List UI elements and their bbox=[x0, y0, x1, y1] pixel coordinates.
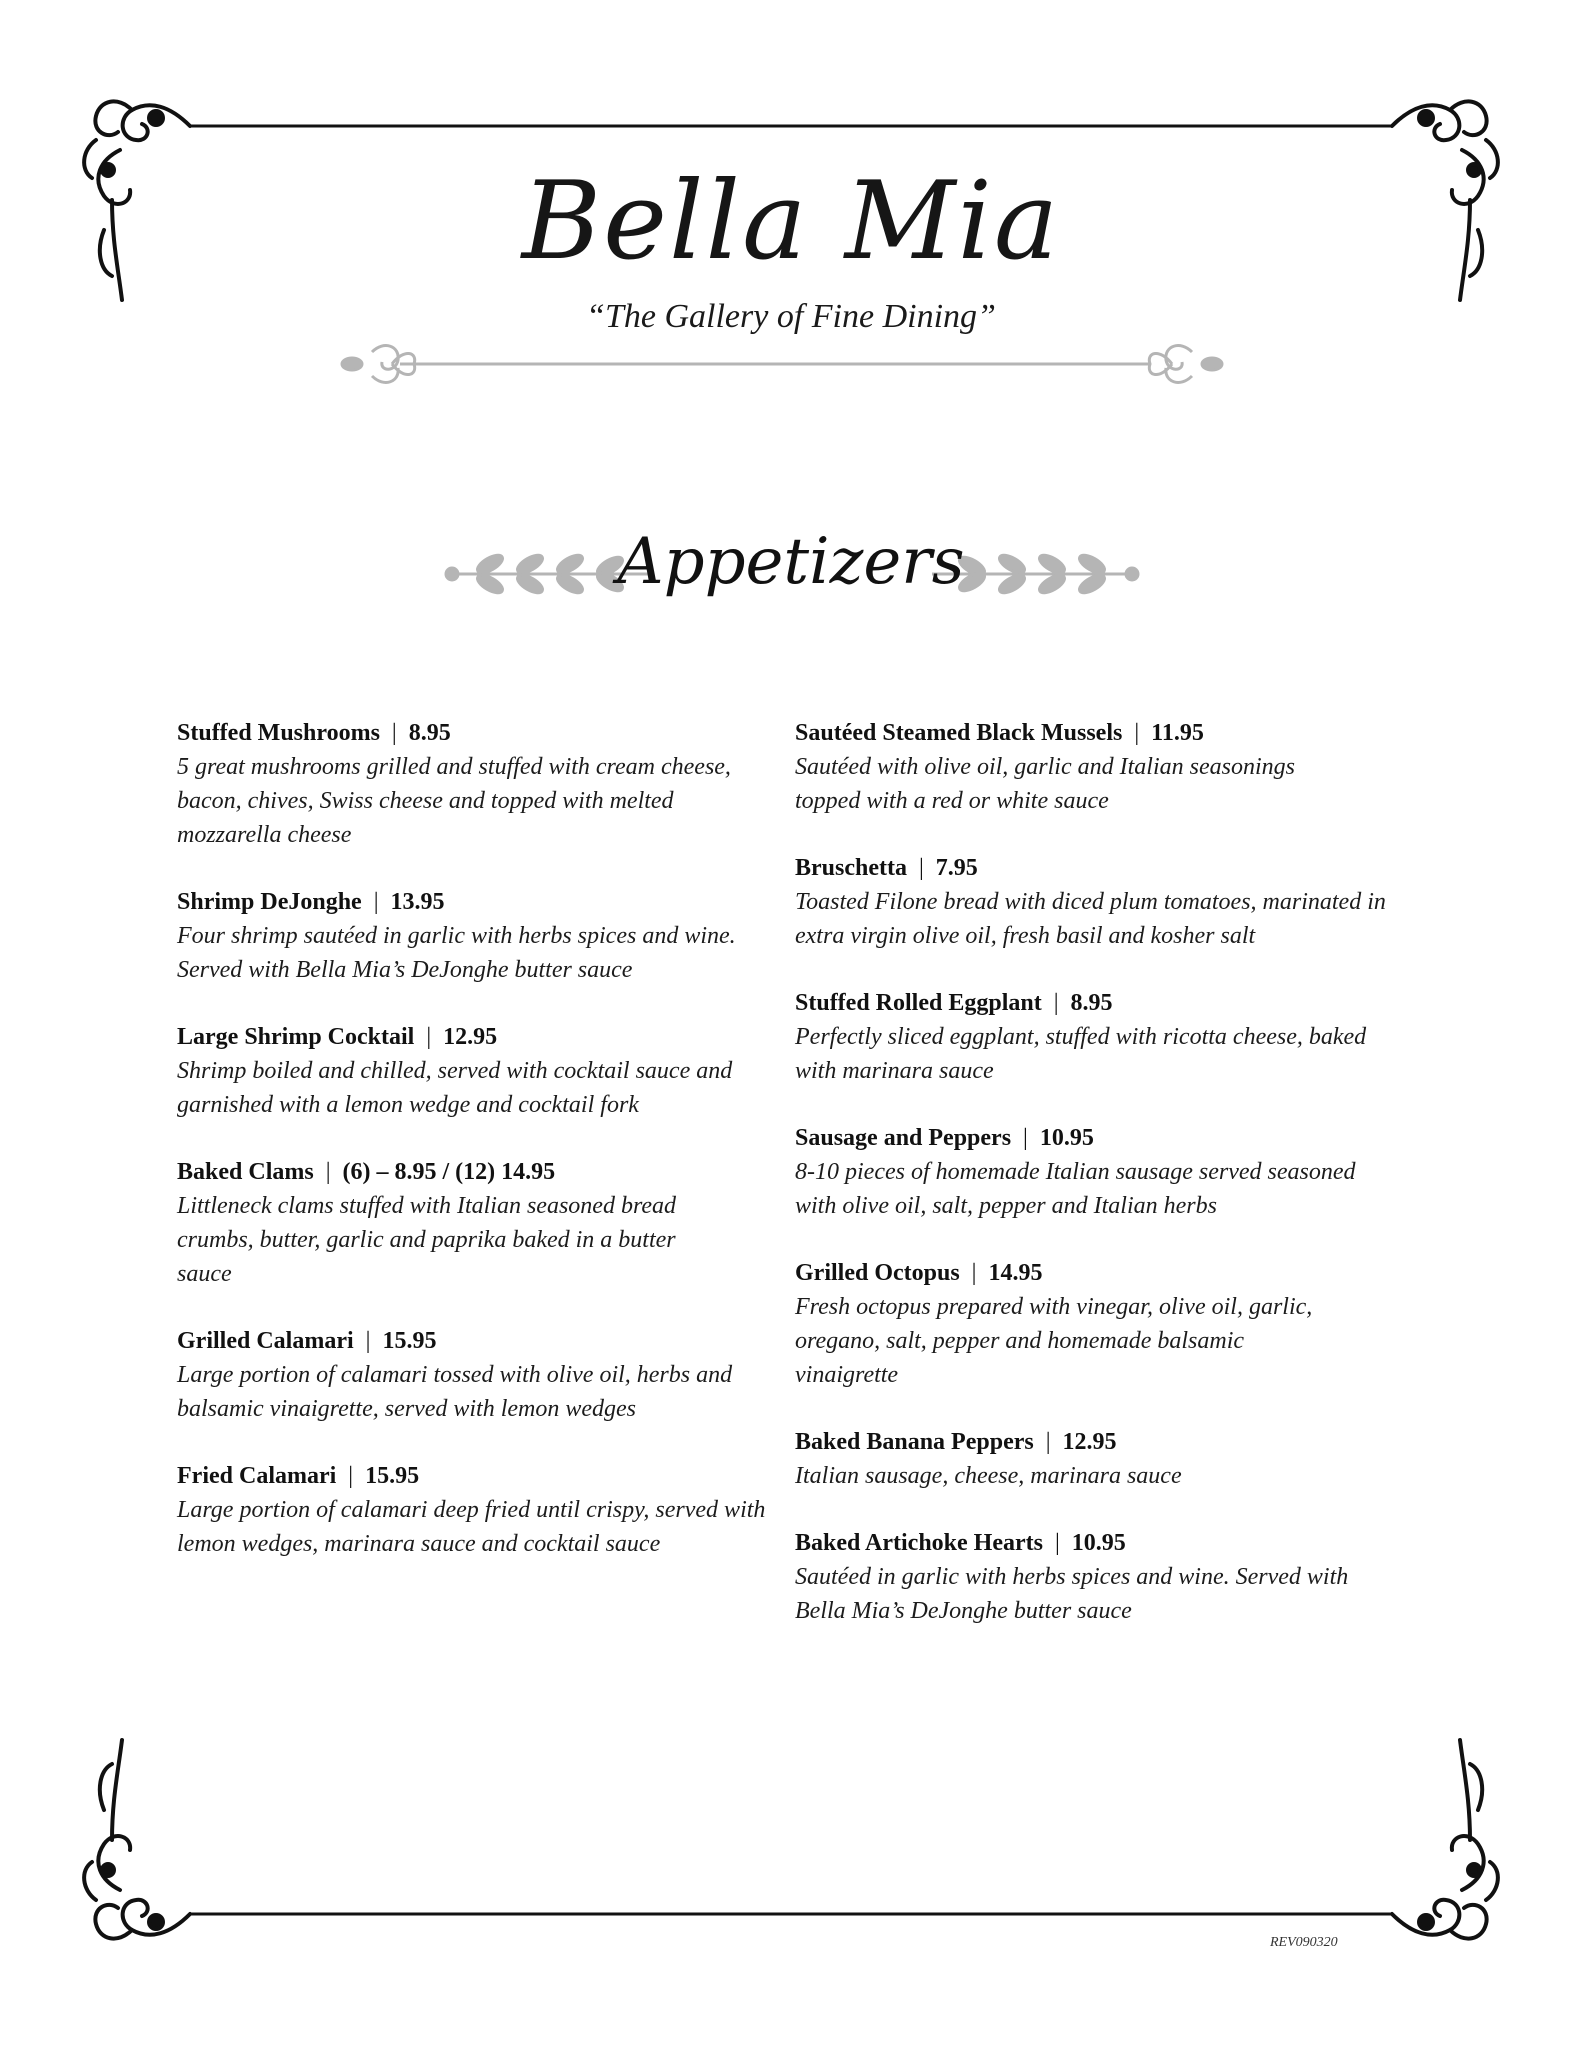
separator: | bbox=[348, 1463, 354, 1489]
item-name: Sausage and Peppers bbox=[795, 1125, 1012, 1151]
item-price: 12.95 bbox=[1062, 1429, 1117, 1455]
item-price: 15.95 bbox=[365, 1463, 420, 1489]
separator: | bbox=[1134, 720, 1140, 746]
separator: | bbox=[1054, 1530, 1060, 1556]
separator: | bbox=[1053, 990, 1059, 1016]
menu-item bbox=[795, 1425, 1395, 1493]
item-name: Bruschetta bbox=[795, 855, 907, 881]
section-title: Appetizers bbox=[617, 525, 965, 599]
item-price: 15.95 bbox=[382, 1328, 437, 1354]
menu-item bbox=[177, 885, 777, 987]
item-description: Sautéed with olive oil, garlic and Italian seasonings topped with a red or white sauce bbox=[795, 754, 1295, 814]
menu-item bbox=[795, 716, 1395, 818]
separator: | bbox=[1023, 1125, 1028, 1151]
menu-item bbox=[795, 851, 1395, 953]
item-name: Grilled Calamari bbox=[177, 1328, 354, 1354]
menu-item bbox=[795, 1121, 1395, 1223]
item-name: Baked Banana Peppers bbox=[795, 1429, 1034, 1455]
item-description: Littleneck clams stuffed with Italian seasoned bread crumbs, butter, garlic and paprika baked in a butter sauce bbox=[177, 1193, 677, 1287]
item-description: 5 great mushrooms grilled and stuffed with cream cheese, bacon, chives, Swiss cheese and topped with melted mozzarella cheese bbox=[177, 754, 731, 848]
menu-item bbox=[795, 986, 1395, 1088]
separator: | bbox=[373, 889, 379, 915]
item-description: Toasted Filone bread with diced plum tomatoes, marinated in extra virgin olive oil, fresh basil and kosher salt bbox=[795, 889, 1386, 949]
item-description: 8-10 pieces of homemade Italian sausage served seasoned with olive oil, salt, pepper and Italian herbs bbox=[795, 1159, 1356, 1219]
restaurant-name: Bella Mia bbox=[521, 159, 1061, 284]
menu-item bbox=[795, 1256, 1395, 1392]
item-description: Shrimp boiled and chilled, served with cocktail sauce and garnished with a lemon wedge and cocktail fork bbox=[177, 1058, 733, 1118]
corner-flourish-bottom-left-icon bbox=[84, 1740, 190, 1939]
item-name: Baked Artichoke Hearts bbox=[795, 1530, 1043, 1556]
restaurant-tagline: “The Gallery of Fine Dining” bbox=[586, 298, 996, 335]
item-name: Grilled Octopus bbox=[795, 1260, 960, 1286]
item-description: Italian sausage, cheese, marinara sauce bbox=[795, 1463, 1182, 1489]
menu-column-right bbox=[795, 716, 1395, 1661]
menu-item bbox=[177, 1155, 777, 1291]
menu-column-left bbox=[177, 716, 777, 1594]
item-description: Large portion of calamari tossed with olive oil, herbs and balsamic vinaigrette, served with lemon wedges bbox=[177, 1362, 733, 1422]
item-price: 10.95 bbox=[1071, 1530, 1126, 1556]
item-description: Perfectly sliced eggplant, stuffed with ricotta cheese, baked with marinara sauce bbox=[795, 1024, 1367, 1084]
item-name: Fried Calamari bbox=[177, 1463, 337, 1489]
item-price: 11.95 bbox=[1151, 720, 1204, 746]
separator: | bbox=[1045, 1429, 1051, 1455]
item-name: Baked Clams bbox=[177, 1159, 314, 1185]
separator: | bbox=[325, 1159, 331, 1185]
item-name: Sautéed Steamed Black Mussels bbox=[795, 720, 1123, 746]
item-description: Sautéed in garlic with herbs spices and wine. Served with Bella Mia’s DeJonghe butter sauce bbox=[795, 1564, 1349, 1624]
item-description: Four shrimp sautéed in garlic with herbs spices and wine. Served with Bella Mia’s DeJonghe butter sauce bbox=[177, 923, 736, 983]
item-name: Large Shrimp Cocktail bbox=[177, 1024, 415, 1050]
menu-item bbox=[177, 1459, 777, 1561]
tagline-divider-icon bbox=[342, 346, 1222, 383]
item-name: Stuffed Rolled Eggplant bbox=[795, 990, 1042, 1016]
menu-item bbox=[177, 1020, 777, 1122]
separator: | bbox=[391, 720, 397, 746]
item-description: Fresh octopus prepared with vinegar, olive oil, garlic, oregano, salt, pepper and homemade balsamic vinaigrette bbox=[795, 1294, 1313, 1388]
menu-item bbox=[795, 1526, 1395, 1628]
item-name: Shrimp DeJonghe bbox=[177, 889, 362, 915]
item-price: 10.95 bbox=[1039, 1125, 1094, 1151]
separator: | bbox=[365, 1328, 371, 1354]
item-name: Stuffed Mushrooms bbox=[177, 720, 380, 746]
separator: | bbox=[971, 1260, 977, 1286]
item-price: 8.95 bbox=[408, 720, 451, 746]
revision-code: REV090320 bbox=[1270, 1935, 1338, 1950]
separator: | bbox=[426, 1024, 432, 1050]
item-price: 7.95 bbox=[935, 855, 978, 881]
item-description: Large portion of calamari deep fried until crispy, served with lemon wedges, marinara sauce and cocktail sauce bbox=[177, 1497, 766, 1557]
item-price: (6) – 8.95 / (12) 14.95 bbox=[342, 1159, 556, 1185]
item-price: 14.95 bbox=[988, 1260, 1043, 1286]
item-price: 8.95 bbox=[1070, 990, 1113, 1016]
corner-flourish-bottom-right-icon bbox=[1392, 1740, 1498, 1939]
menu-item bbox=[177, 716, 777, 852]
item-price: 12.95 bbox=[443, 1024, 498, 1050]
menu-item bbox=[177, 1324, 777, 1426]
item-price: 13.95 bbox=[390, 889, 445, 915]
separator: | bbox=[918, 855, 924, 881]
